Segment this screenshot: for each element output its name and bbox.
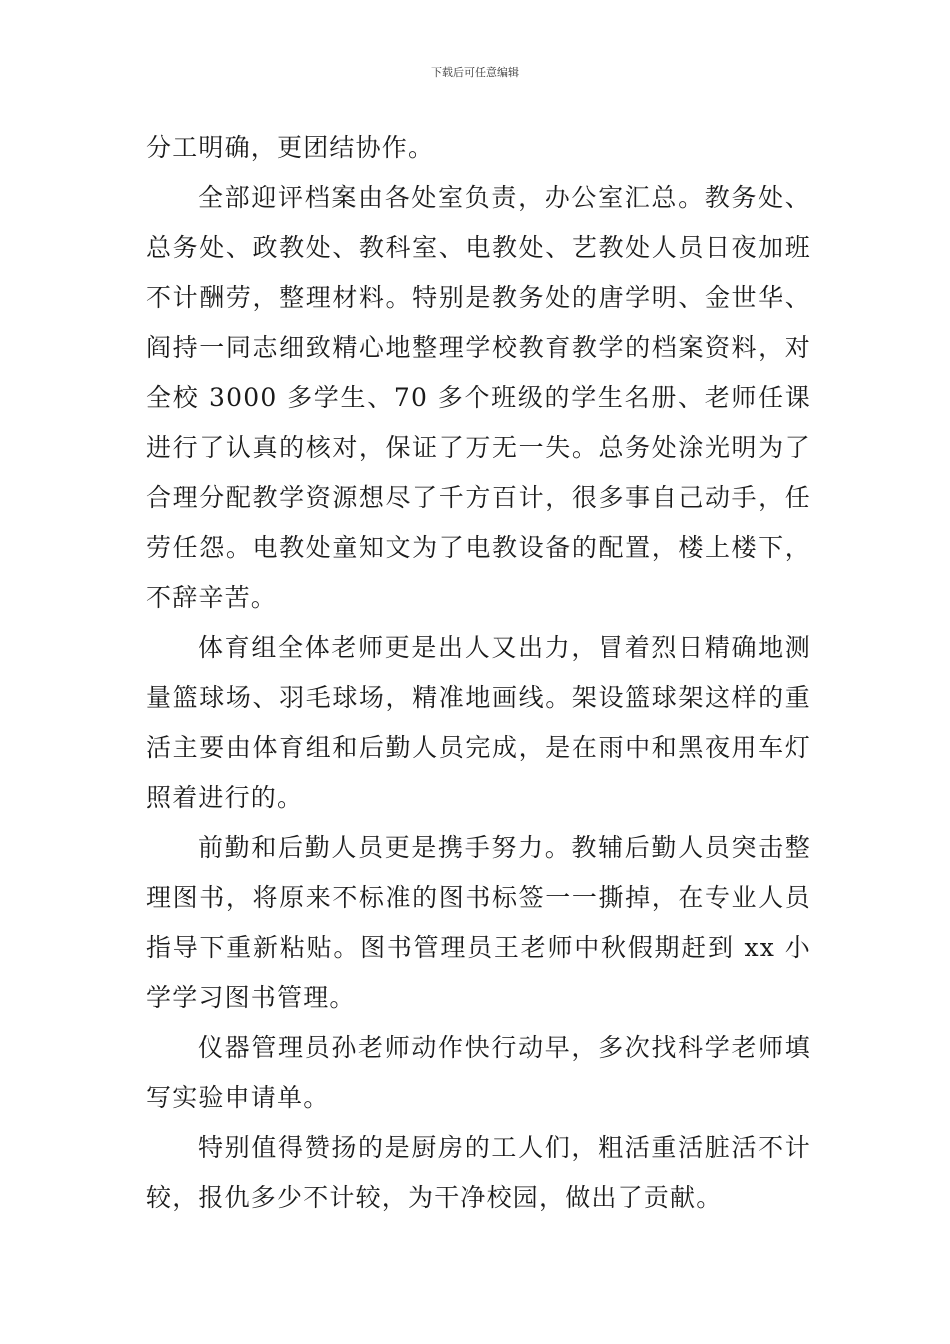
paragraph-3: 体育组全体老师更是出人又出力，冒着烈日精确地测量篮球场、羽毛球场，精准地画线。架设篮球架这样的重活主要由体育组和后勤人员完成，是在雨中和黑夜用车灯照着进行的。 [146, 633, 811, 812]
paragraph-1: 分工明确，更团结协作。 [146, 133, 435, 162]
page-header: 下载后可任意编辑 [431, 66, 519, 79]
paragraph-6: 特别值得赞扬的是厨房的工人们，粗活重活脏活不计较，报仇多少不计较，为干净校园，做出了贡献。 [146, 1133, 811, 1212]
paragraph-2: 全部迎评档案由各处室负责，办公室汇总。教务处、总务处、政教处、教科室、电教处、艺教处人员日夜加班不计酬劳，整理材料。特别是教务处的唐学明、金世华、阎持一同志细致精心地整理学校教育教学的档案资料，对全校 3000 多学生、70 多个班级的学生名册、老师任课进行了认真的核对，保证了万无一失。总务处涂光明为了合理分配教学资源想尽了千方百计，很多事自己动手，任劳任怨。电教处童知文为了电教设备的配置，楼上楼下，不辞辛苦。 [146, 183, 811, 612]
document-body [146, 123, 811, 1223]
paragraph-4: 前勤和后勤人员更是携手努力。教辅后勤人员突击整理图书，将原来不标准的图书标签一一撕掉，在专业人员指导下重新粘贴。图书管理员王老师中秋假期赶到 xx 小学学习图书管理。 [146, 833, 811, 1012]
paragraph-5: 仪器管理员孙老师动作快行动早，多次找科学老师填写实验申请单。 [146, 1033, 811, 1112]
